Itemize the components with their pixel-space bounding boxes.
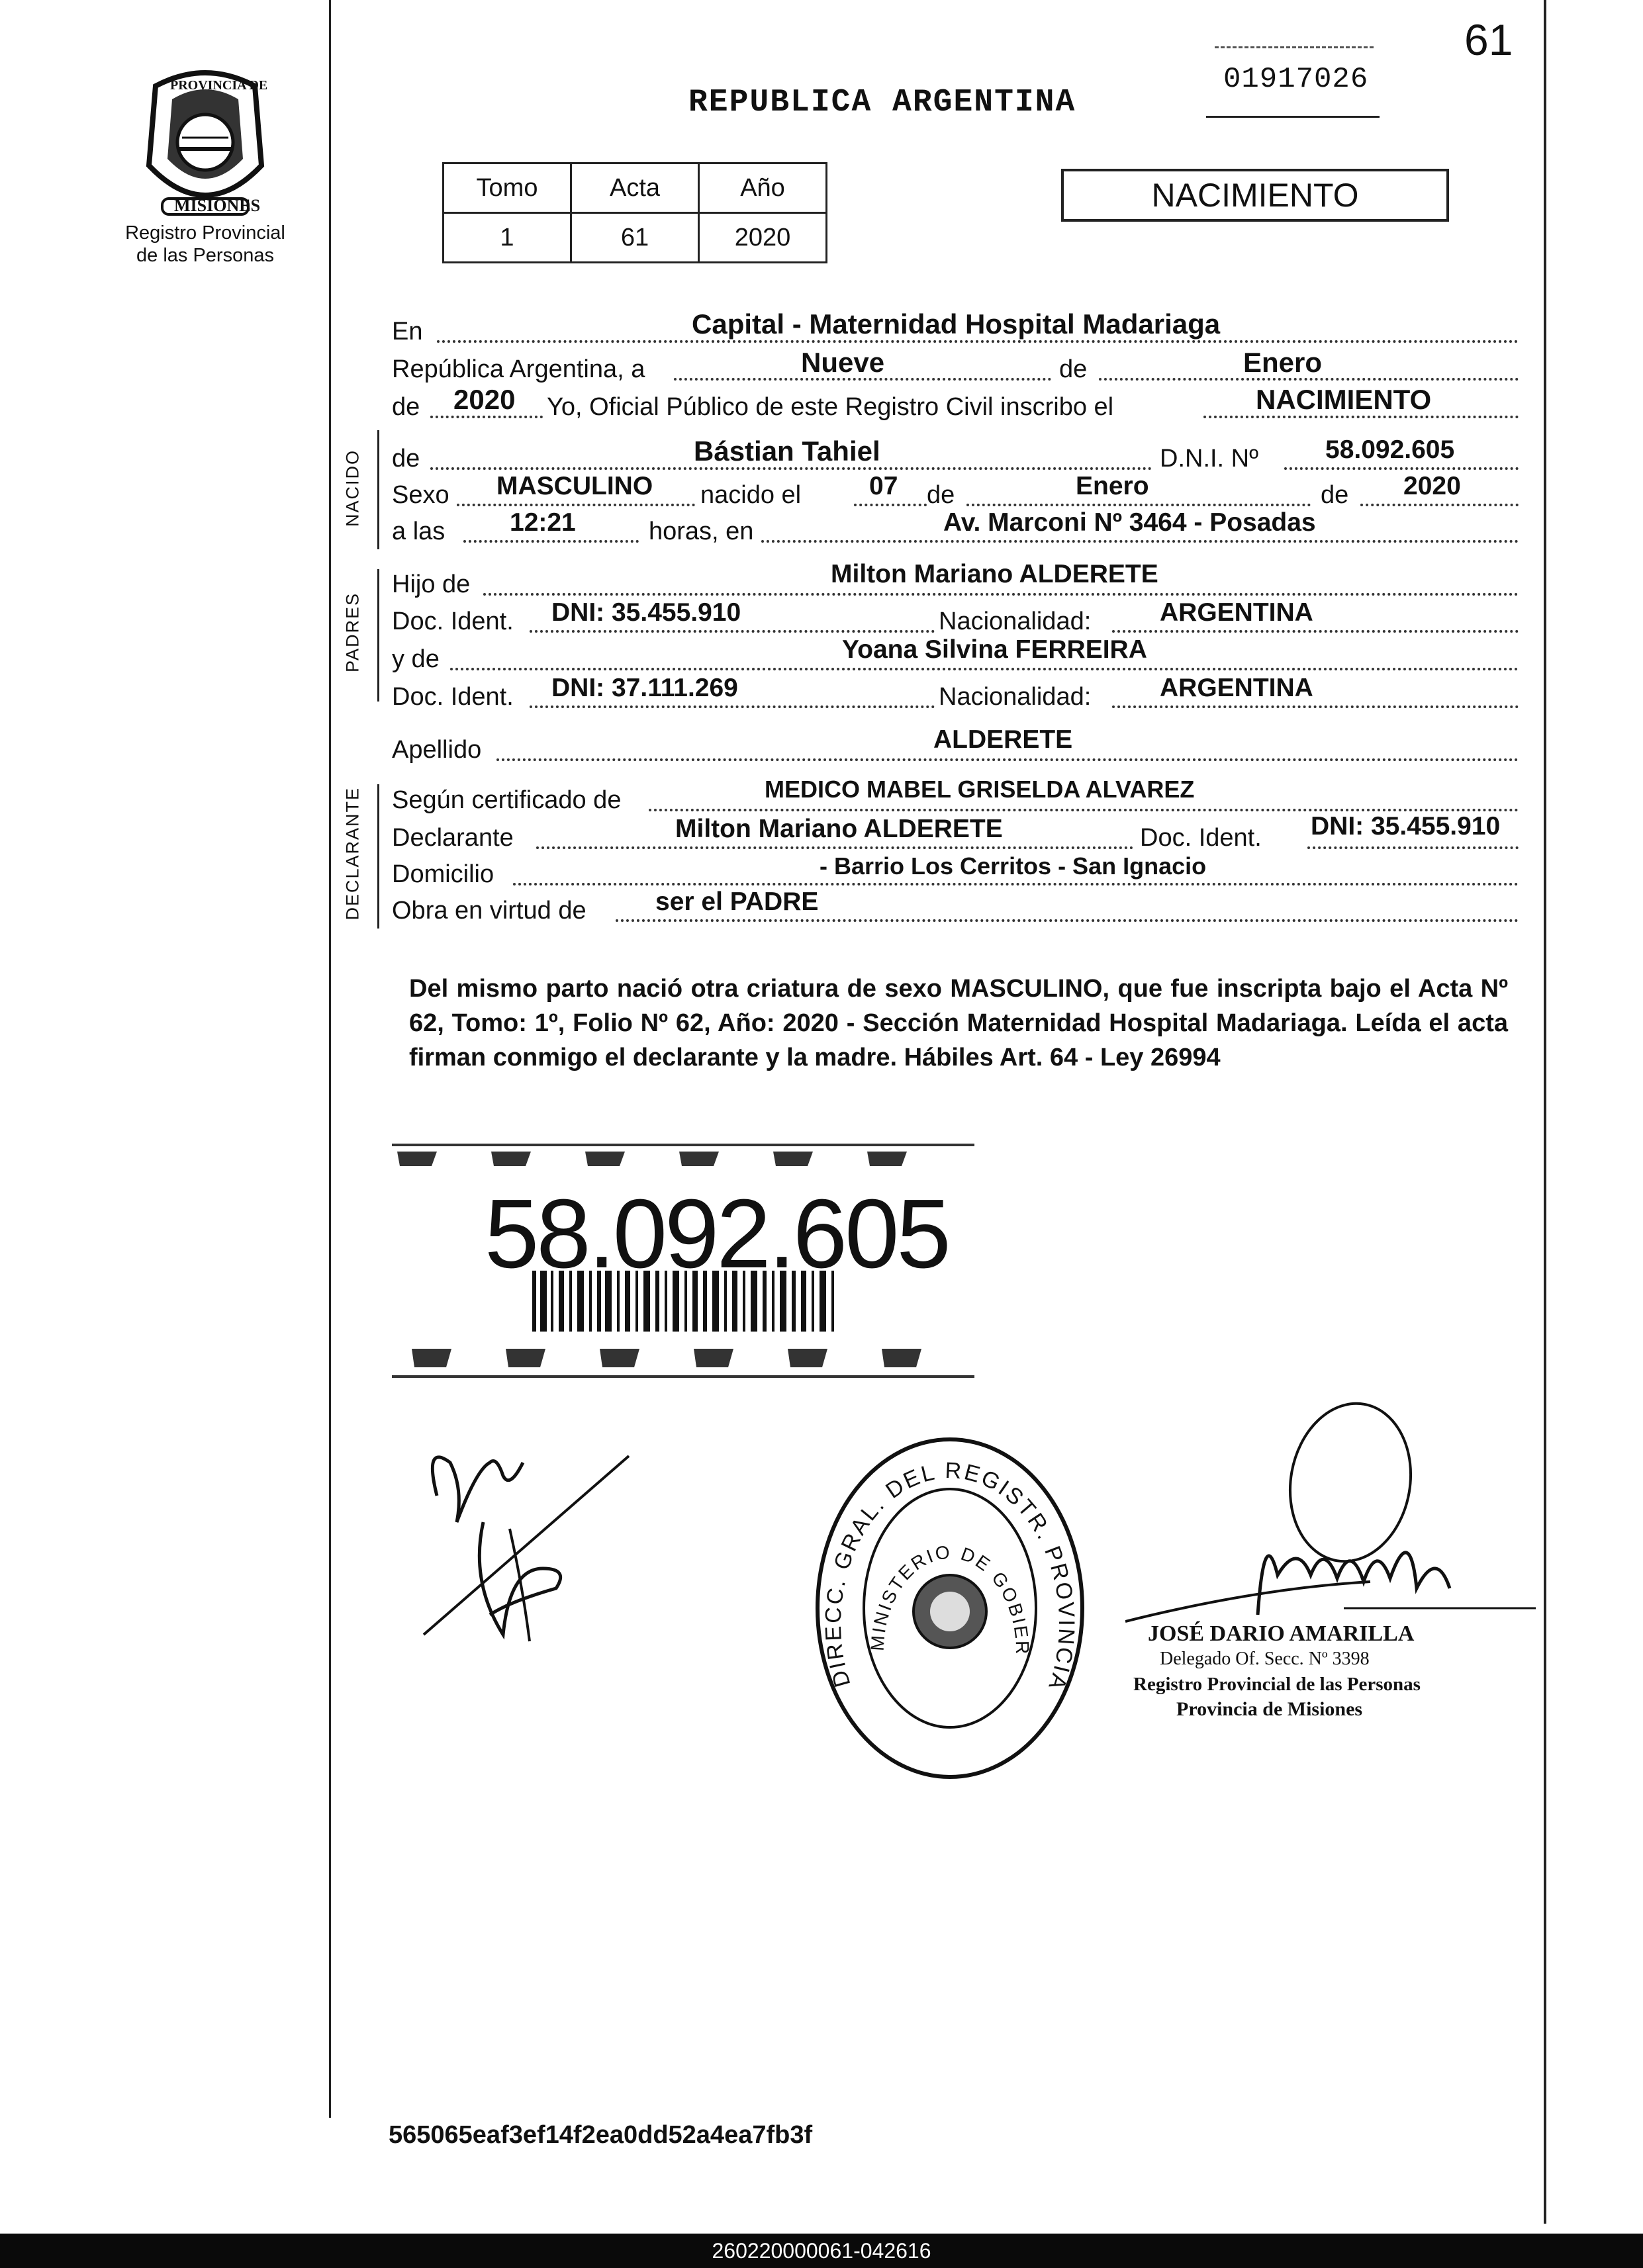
label-nacido-el: nacido el — [700, 481, 802, 509]
value-obra-virtud: ser el PADRE — [655, 887, 819, 916]
serial-header-mark — [1215, 46, 1374, 48]
value-mes: Enero — [1243, 347, 1323, 378]
anio-value: 2020 — [699, 213, 827, 263]
dots-anio — [430, 416, 543, 418]
label-obra-en-virtud: Obra en virtud de — [392, 897, 587, 925]
value-hora: 12:21 — [510, 508, 576, 537]
dots-nombre — [430, 467, 1152, 470]
registry-line2: de las Personas — [136, 245, 274, 266]
label-doc-ident3: Doc. Ident. — [1140, 824, 1262, 852]
acta-header: Acta — [571, 163, 699, 213]
value-sexo: MASCULINO — [496, 472, 653, 500]
dots-madre-dni — [530, 705, 935, 708]
side-label-nacido: NACIDO — [342, 449, 363, 527]
dots-sexo — [457, 504, 695, 506]
value-dni: 58.092.605 — [1325, 435, 1455, 464]
observations-text: Del mismo parto nació otra criatura de sexo MASCULINO, que fue inscripta bajo el Acta Nº 62, Tomo: 1º, Folio Nº 62, Año: 2020 - Sección Maternidad Hospital Madariaga. Leída el acta firman conmigo el declarante y la madre. Hábiles Art. 64 - Ley 26994 — [409, 975, 1508, 1071]
dots-dia-nac — [854, 504, 927, 506]
anio-header: Año — [699, 163, 827, 213]
right-margin-rule — [1544, 0, 1546, 2224]
official-name: JOSÉ DARIO AMARILLA — [1148, 1621, 1415, 1646]
dots-lugar — [437, 340, 1519, 343]
acta-value: 61 — [571, 213, 699, 263]
value-padre: Milton Mariano ALDERETE — [831, 560, 1158, 588]
dots-hora — [463, 540, 639, 543]
value-dia: Nueve — [801, 347, 885, 378]
dots-apellido — [496, 758, 1519, 761]
document-type: NACIMIENTO — [1151, 177, 1359, 214]
label-horas-en: horas, en — [649, 518, 754, 545]
bracket-nacido — [377, 430, 379, 549]
value-declarante: Milton Mariano ALDERETE — [675, 815, 1003, 843]
value-padre-nac: ARGENTINA — [1160, 598, 1313, 627]
label-de-mes1: de — [1059, 355, 1088, 383]
tomo-value: 1 — [444, 213, 571, 263]
dots-padre — [483, 593, 1519, 596]
value-certificado: MEDICO MABEL GRISELDA ALVAREZ — [765, 776, 1195, 803]
left-margin-rule — [329, 0, 331, 2118]
label-de-anio1: de — [392, 393, 420, 421]
reference-table — [442, 162, 827, 263]
value-lugar-nac: Av. Marconi Nº 3464 - Posadas — [943, 508, 1316, 537]
label-sexo: Sexo — [392, 481, 449, 509]
dots-obra-virtud — [616, 919, 1519, 922]
registry-line1: Registro Provincial — [125, 222, 285, 244]
label-declarante: Declarante — [392, 824, 514, 852]
label-y-de: y de — [392, 645, 440, 673]
dots-mes-nac — [966, 504, 1311, 506]
value-lugar: Capital - Maternidad Hospital Madariaga — [692, 308, 1221, 340]
dots-padre-nac — [1112, 630, 1519, 633]
dots-dni — [1284, 467, 1519, 470]
label-republica: República Argentina, a — [392, 355, 645, 383]
registry-name — [106, 222, 305, 267]
value-nombre: Bástian Tahiel — [694, 435, 880, 467]
tomo-header: Tomo — [444, 163, 571, 213]
dots-declarante-dni — [1307, 846, 1519, 849]
reference-table-header-row — [444, 163, 827, 213]
serial-underline — [1206, 116, 1380, 118]
label-apellido: Apellido — [392, 736, 482, 764]
value-acto: NACIMIENTO — [1256, 384, 1432, 415]
official-province: Provincia de Misiones — [1176, 1698, 1363, 1720]
value-madre-nac: ARGENTINA — [1160, 674, 1313, 702]
dots-acto — [1203, 416, 1519, 418]
declarant-signature — [410, 1416, 662, 1671]
label-domicilio: Domicilio — [392, 860, 494, 888]
logo-text-top: PROVINCIA DE — [170, 78, 268, 93]
reference-table-value-row — [444, 213, 827, 263]
sticker-dni-number: 58.092.605 — [485, 1179, 949, 1289]
official-seal — [811, 1433, 1089, 1784]
country-title: REPUBLICA ARGENTINA — [688, 85, 1076, 120]
value-declarante-dni: DNI: 35.455.910 — [1311, 812, 1501, 840]
dots-lugar-nac — [761, 540, 1519, 543]
dots-domicilio — [513, 883, 1519, 885]
footer-code: 260220000061-042616 — [712, 2239, 931, 2263]
serial-number: 01917026 — [1223, 63, 1369, 96]
label-doc-ident2: Doc. Ident. — [392, 683, 514, 711]
label-yo-oficial: Yo, Oficial Público de este Registro Civil inscribo el — [547, 393, 1114, 421]
value-dia-nac: 07 — [869, 472, 898, 500]
value-padre-dni: DNI: 35.455.910 — [551, 598, 741, 627]
value-anio-nac: 2020 — [1403, 472, 1461, 500]
label-nacionalidad2: Nacionalidad: — [939, 683, 1092, 711]
label-en: En — [392, 318, 423, 345]
hash-code: 565065eaf3ef14f2ea0dd52a4ea7fb3f — [389, 2121, 813, 2149]
value-madre: Yoana Silvina FERREIRA — [842, 635, 1147, 664]
value-apellido: ALDERETE — [933, 725, 1073, 754]
dots-madre — [450, 668, 1519, 670]
label-a-las: a las — [392, 518, 446, 545]
official-registry: Registro Provincial de las Personas — [1133, 1674, 1421, 1695]
side-label-padres: PADRES — [342, 592, 363, 673]
dots-madre-nac — [1112, 705, 1519, 708]
label-doc-ident1: Doc. Ident. — [392, 608, 514, 635]
label-de-anio2: de — [1321, 481, 1349, 509]
label-dni: D.N.I. Nº — [1160, 445, 1258, 473]
label-segun-certificado: Según certificado de — [392, 786, 622, 814]
page-number: 61 — [1464, 15, 1513, 64]
dots-declarante — [536, 846, 1133, 849]
official-title: Delegado Of. Secc. Nº 3398 — [1160, 1649, 1370, 1669]
seal-outer-text: DIRECC. GRAL. DEL REGISTR. PROVINCIA — [820, 1457, 1080, 1695]
label-de-nombre: de — [392, 445, 420, 473]
label-nacionalidad1: Nacionalidad: — [939, 608, 1092, 635]
dots-padre-dni — [530, 630, 935, 633]
footer-bar — [0, 2234, 1643, 2268]
side-label-declarante: DECLARANTE — [342, 786, 363, 921]
value-madre-dni: DNI: 37.111.269 — [551, 674, 738, 702]
bracket-padres — [377, 569, 379, 702]
value-anio: 2020 — [453, 384, 516, 415]
logo-text-bottom: MISIONES — [174, 196, 261, 215]
label-de-mes2: de — [927, 481, 955, 509]
seal-inner-text: MINISTERIO DE GOBIER — [867, 1541, 1033, 1656]
document-type-box — [1061, 169, 1449, 222]
bracket-declarante — [377, 784, 379, 929]
dots-certificado — [649, 809, 1519, 811]
official-block — [1133, 1621, 1421, 1722]
dots-anio-nac — [1360, 504, 1519, 506]
label-hijo-de: Hijo de — [392, 570, 471, 598]
dni-sticker — [392, 1138, 974, 1383]
value-domicilio: - Barrio Los Cerritos - San Ignacio — [820, 852, 1207, 880]
province-logo — [136, 66, 275, 218]
value-mes-nac: Enero — [1076, 472, 1149, 500]
svg-text:DIRECC. GRAL. DEL REGISTR. PRO — [811, 1433, 1079, 1694]
